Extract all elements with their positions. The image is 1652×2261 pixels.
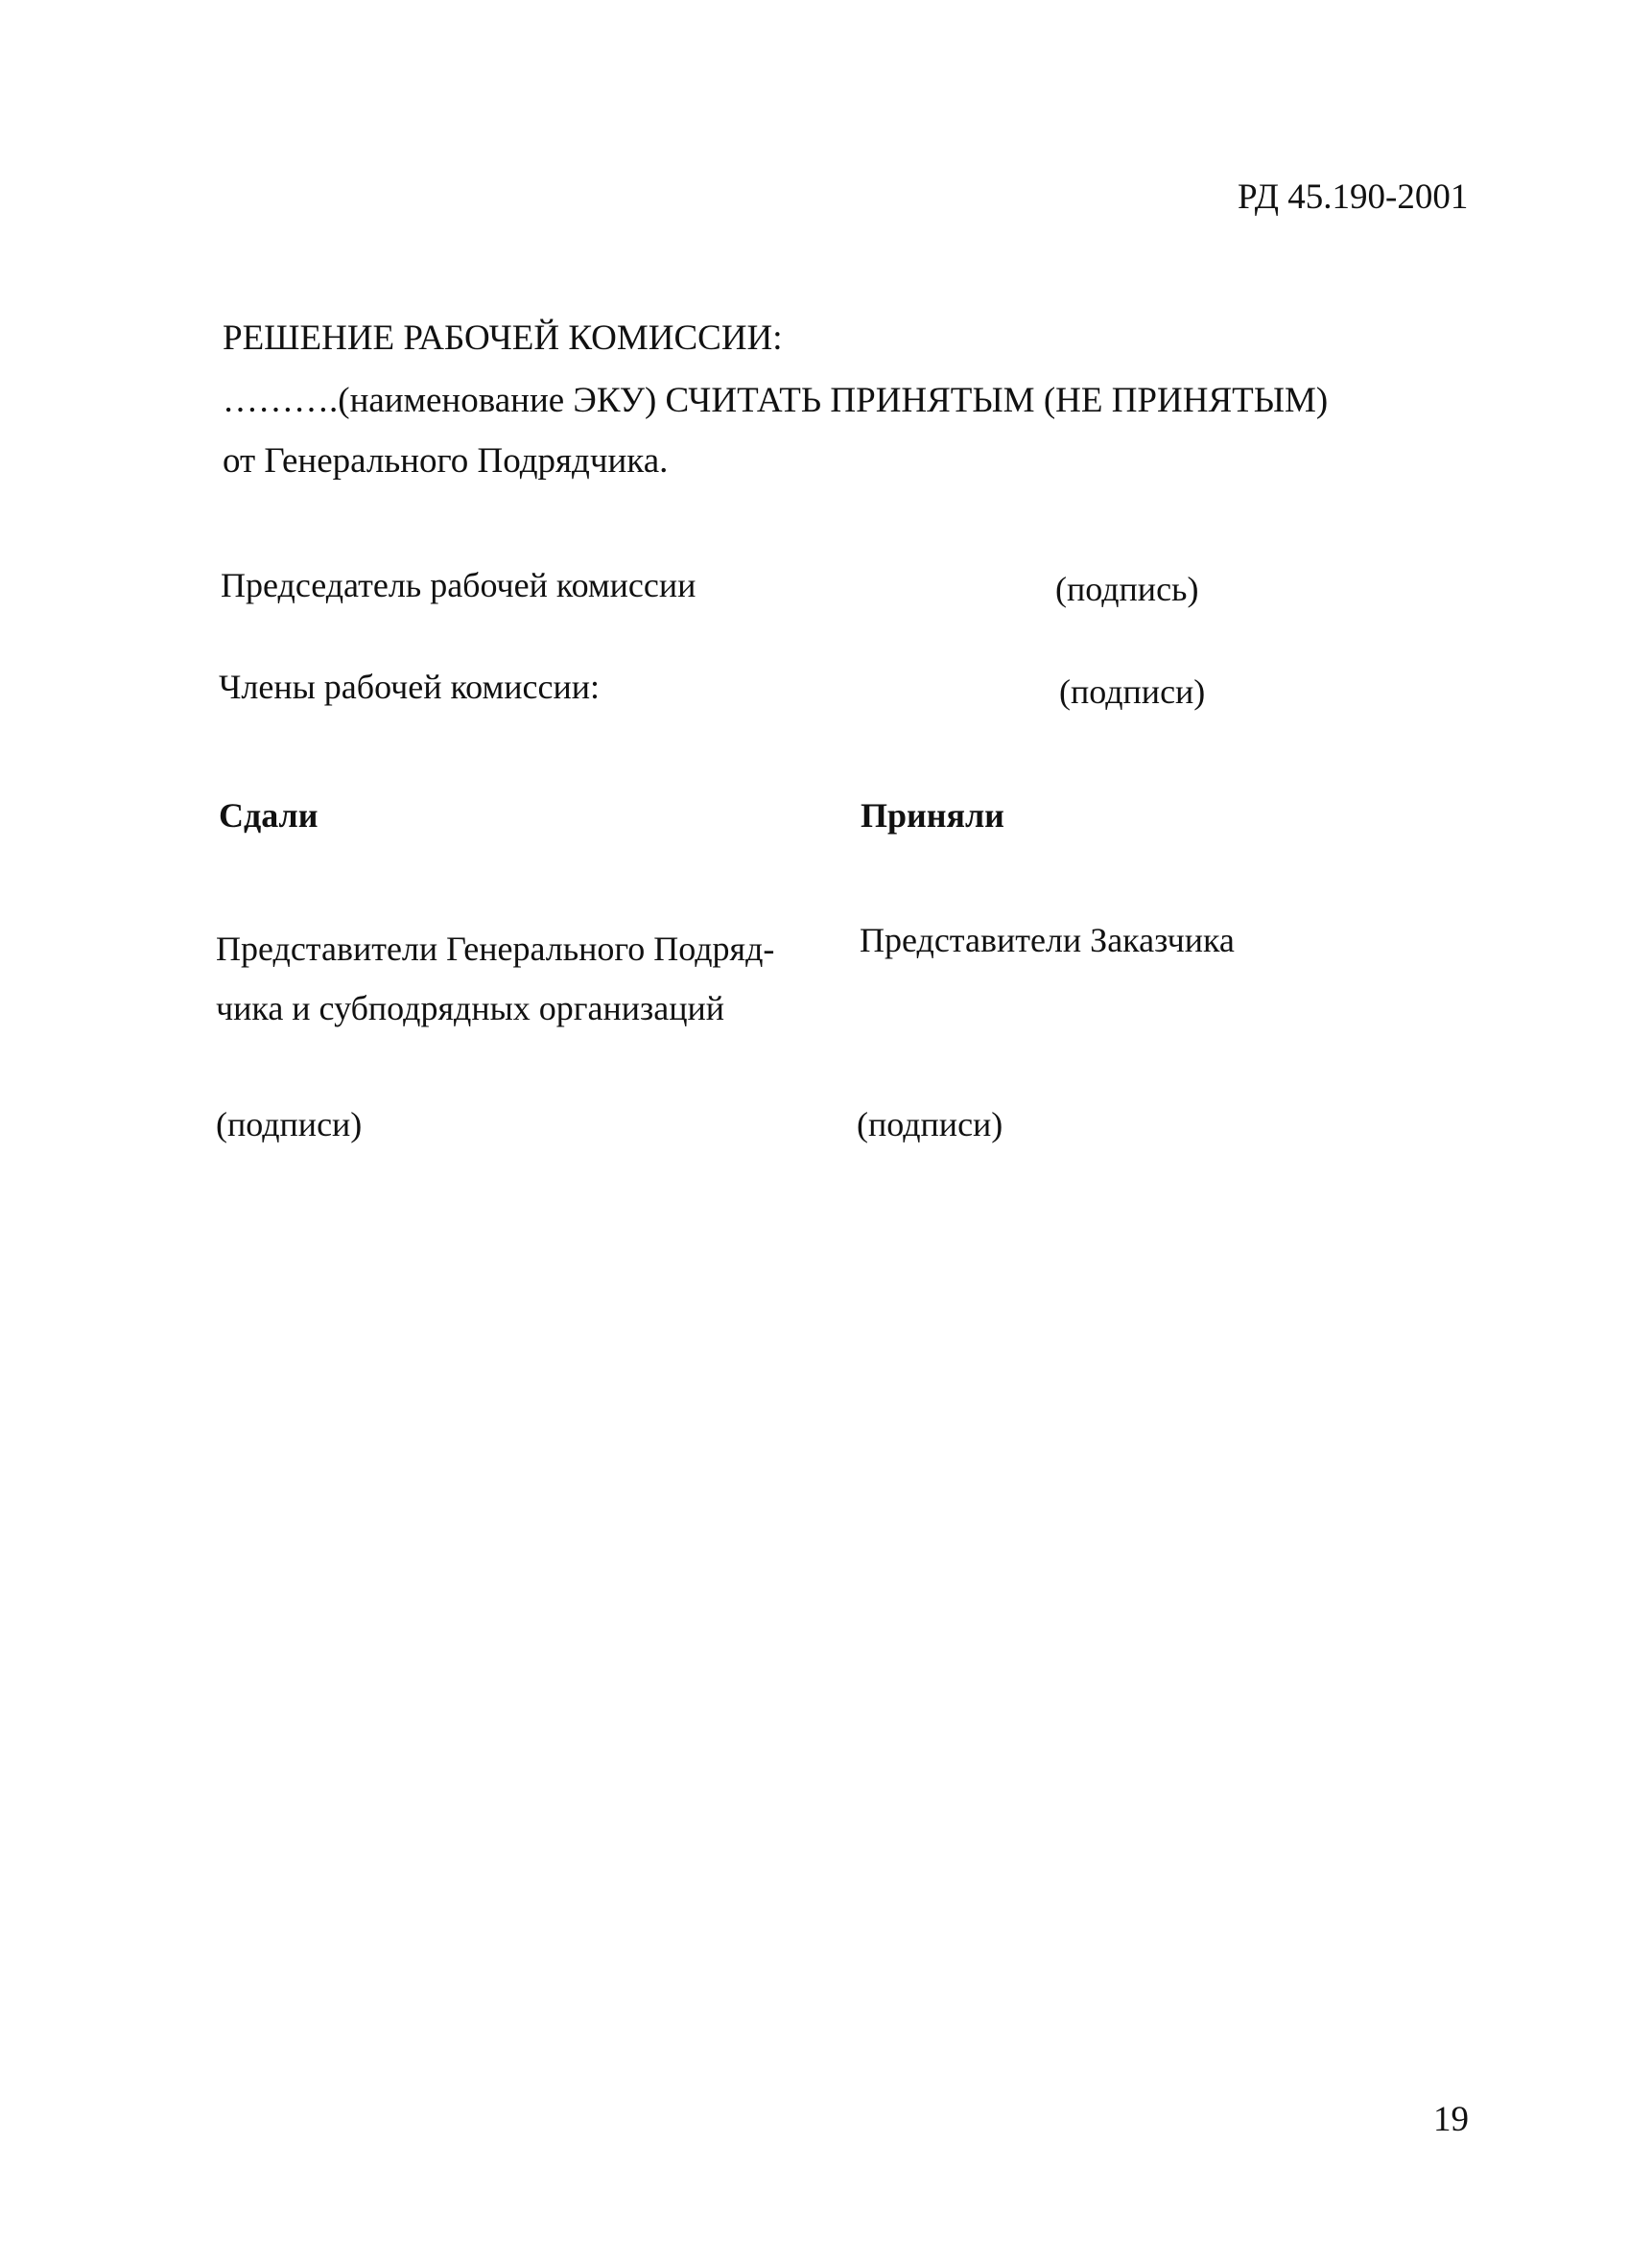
page-number: 19: [1433, 2100, 1469, 2139]
customer-signature-placeholder: (подписи): [857, 1105, 1003, 1143]
chairman-signature-placeholder: (подпись): [1055, 570, 1199, 608]
members-signature-placeholder: (подписи): [1059, 672, 1206, 711]
contractor-signature-placeholder: (подписи): [216, 1105, 363, 1143]
document-code: РД 45.190-2001: [1238, 177, 1469, 217]
decision-text-line-2: от Генерального Подрядчика.: [223, 441, 669, 481]
decision-heading: РЕШЕНИЕ РАБОЧЕЙ КОМИССИИ:: [223, 318, 783, 358]
handed-over-heading: Сдали: [219, 796, 319, 835]
members-label: Члены рабочей комиссии:: [219, 668, 601, 706]
contractor-representatives: [216, 919, 774, 1038]
accepted-heading: Приняли: [861, 796, 1004, 835]
decision-text-line-1: ……….(наименование ЭКУ) СЧИТАТЬ ПРИНЯТЫМ (НЕ ПРИНЯТЫМ): [223, 381, 1329, 420]
contractor-representatives-line-2: чика и субподрядных организаций: [216, 989, 725, 1027]
contractor-representatives-line-1: Представители Генерального Подряд-: [216, 930, 775, 968]
chairman-label: Председатель рабочей комиссии: [221, 566, 696, 604]
customer-representatives: Представители Заказчика: [860, 921, 1235, 959]
